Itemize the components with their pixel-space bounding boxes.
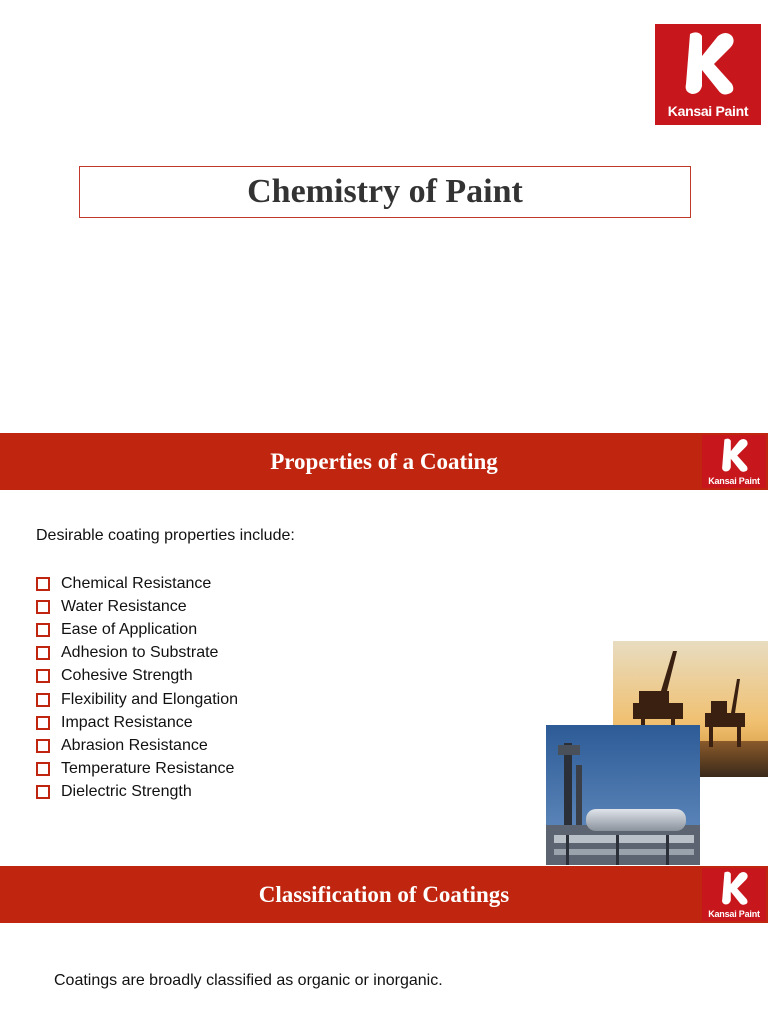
k-logo-icon: [718, 870, 750, 906]
k-logo-icon: [678, 30, 738, 96]
kansai-paint-logo: [702, 868, 766, 921]
header-band: [0, 433, 768, 490]
title-box: [79, 166, 691, 218]
list-item-label: Abrasion Resistance: [61, 736, 208, 754]
slide-heading: Classification of Coatings: [258, 881, 510, 907]
slide-heading: Properties of a Coating: [270, 448, 498, 474]
list-item-label: Cohesive Strength: [61, 667, 193, 685]
checkbox-bullet-icon: [36, 669, 50, 683]
list-item: [36, 688, 238, 711]
checkbox-bullet-icon: [36, 577, 50, 591]
properties-list: [36, 572, 238, 804]
list-item-label: Chemical Resistance: [61, 574, 212, 592]
intro-text: Coatings are broadly classified as organic or inorganic.: [54, 972, 443, 989]
list-item: [36, 734, 238, 757]
list-item: [36, 758, 238, 781]
checkbox-bullet-icon: [36, 693, 50, 707]
list-item-label: Impact Resistance: [61, 713, 193, 731]
checkbox-bullet-icon: [36, 739, 50, 753]
list-item-label: Dielectric Strength: [61, 783, 192, 801]
list-item-label: Adhesion to Substrate: [61, 644, 219, 662]
list-item: [36, 618, 238, 641]
checkbox-bullet-icon: [36, 785, 50, 799]
checkbox-bullet-icon: [36, 762, 50, 776]
checkbox-bullet-icon: [36, 716, 50, 730]
logo-brand-text: Kansai Paint: [708, 476, 760, 486]
list-item: [36, 781, 238, 804]
list-item: [36, 572, 238, 595]
list-item-label: Water Resistance: [61, 597, 187, 615]
list-item: [36, 642, 238, 665]
kansai-paint-logo: [702, 435, 766, 488]
logo-brand-text: Kansai Paint: [667, 103, 749, 119]
k-logo-icon: [718, 437, 750, 473]
checkbox-bullet-icon: [36, 646, 50, 660]
refinery-plant-photo: [546, 725, 700, 865]
header-band: [0, 866, 768, 923]
slide-title: [0, 0, 768, 432]
list-item-label: Temperature Resistance: [61, 760, 235, 778]
list-item-label: Ease of Application: [61, 620, 198, 638]
list-item: [36, 595, 238, 618]
list-item: [36, 665, 238, 688]
intro-text: Desirable coating properties include:: [36, 527, 295, 544]
list-item: [36, 711, 238, 734]
slide-classification: [0, 866, 768, 1024]
page-title: Chemistry of Paint: [247, 173, 523, 210]
kansai-paint-logo: [655, 24, 761, 125]
slide-properties: [0, 433, 768, 865]
logo-brand-text: Kansai Paint: [708, 909, 760, 919]
list-item-label: Flexibility and Elongation: [61, 690, 238, 708]
checkbox-bullet-icon: [36, 600, 50, 614]
checkbox-bullet-icon: [36, 623, 50, 637]
